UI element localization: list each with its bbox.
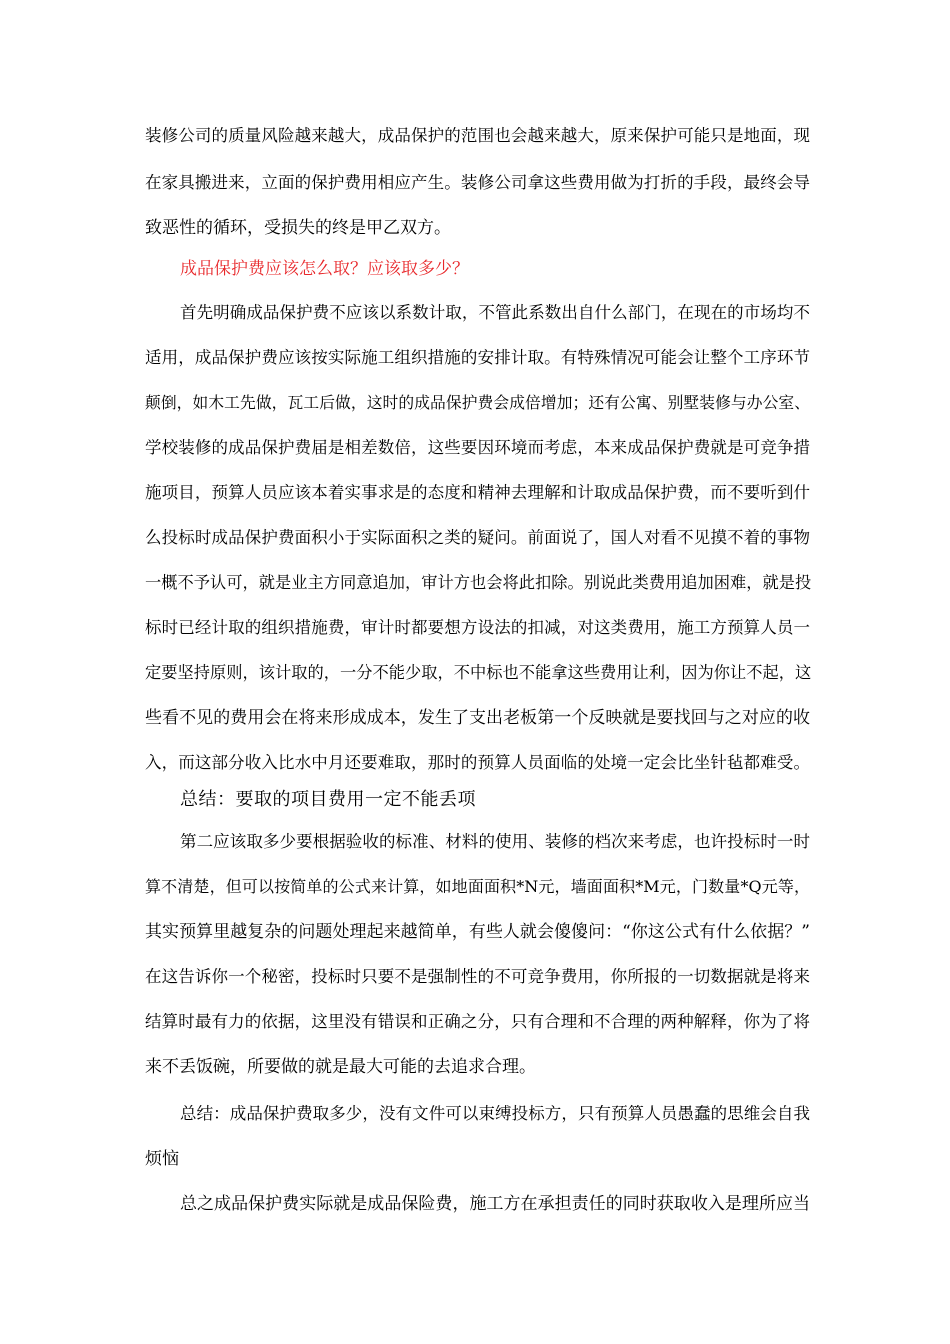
question-heading: 成品保护费应该怎么取？应该取多少？ <box>180 259 469 279</box>
paragraph-2-line-11: 入，而这部分收入比水中月还要难取，那时的预算人员面临的处境一定会比坐针毡都难受。 <box>145 753 810 772</box>
paragraph-3-line-4: 在这告诉你一个秘密，投标时只要不是强制性的不可竞争费用，你所报的一切数据就是将来 <box>145 967 810 986</box>
summary-2-line-1: 总结：成品保护费取多少，没有文件可以束缚投标方，只有预算人员愚蠢的思维会自我 <box>180 1104 810 1123</box>
paragraph-4-line-1: 总之成品保护费实际就是成品保险费，施工方在承担责任的同时获取收入是理所应当 <box>180 1194 810 1214</box>
summary-1: 总结：要取的项目费用一定不能丢项 <box>180 789 476 810</box>
paragraph-1-line-3: 致恶性的循环，受损失的终是甲乙双方。 <box>145 218 451 238</box>
paragraph-3-line-3: 其实预算里越复杂的问题处理起来越简单，有些人就会傻傻问：“你这公式有什么依据？” <box>145 922 810 942</box>
paragraph-2-line-6: 么投标时成品保护费面积小于实际面积之类的疑问。前面说了，国人对看不见摸不着的事物 <box>145 528 810 547</box>
paragraph-1-line-2: 在家具搬进来，立面的保护费用相应产生。装修公司拿这些费用做为打折的手段，最终会导 <box>145 173 810 192</box>
paragraph-2-line-2: 适用，成品保护费应该按实际施工组织措施的安排计取。有特殊情况可能会让整个工序环节 <box>145 348 810 367</box>
paragraph-3-line-5: 结算时最有力的依据，这里没有错误和正确之分，只有合理和不合理的两种解释，你为了将 <box>145 1012 810 1031</box>
paragraph-3-line-6: 来不丢饭碗，所要做的就是最大可能的去追求合理。 <box>145 1057 536 1077</box>
paragraph-2-line-7: 一概不予认可，就是业主方同意追加，审计方也会将此扣除。别说此类费用追加困难，就是投 <box>145 573 812 592</box>
paragraph-2-line-1: 首先明确成品保护费不应该以系数计取，不管此系数出自什么部门，在现在的市场均不 <box>180 303 810 322</box>
paragraph-2-line-3: 颠倒，如木工先做，瓦工后做，这时的成品保护费会成倍增加；还有公寓、别墅装修与办公室、 <box>145 393 810 412</box>
paragraph-2-line-5: 施项目，预算人员应该本着实事求是的态度和精神去理解和计取成品保护费，而不要听到什 <box>145 483 810 502</box>
paragraph-2-line-9: 定要坚持原则，该计取的，一分不能少取，不中标也不能拿这些费用让利，因为你让不起，这 <box>145 663 812 682</box>
summary-2-line-2: 烦恼 <box>145 1149 179 1169</box>
paragraph-2-line-8: 标时已经计取的组织措施费，审计时都要想方设法的扣减，对这类费用，施工方预算人员一 <box>145 618 810 637</box>
paragraph-2-line-4: 学校装修的成品保护费届是相差数倍，这些要因环境而考虑，本来成品保护费就是可竞争措 <box>145 438 810 457</box>
paragraph-2-line-10: 些看不见的费用会在将来形成成本，发生了支出老板第一个反映就是要找回与之对应的收 <box>145 708 810 728</box>
paragraph-1-line-1: 装修公司的质量风险越来越大，成品保护的范围也会越来越大，原来保护可能只是地面，现 <box>145 126 810 145</box>
paragraph-3-line-1: 第二应该取多少要根据验收的标准、材料的使用、装修的档次来考虑，也许投标时一时 <box>180 832 810 851</box>
paragraph-3-line-2: 算不清楚，但可以按简单的公式来计算，如地面面积*N元，墙面面积*M元，门数量*Q元等， <box>145 877 810 896</box>
